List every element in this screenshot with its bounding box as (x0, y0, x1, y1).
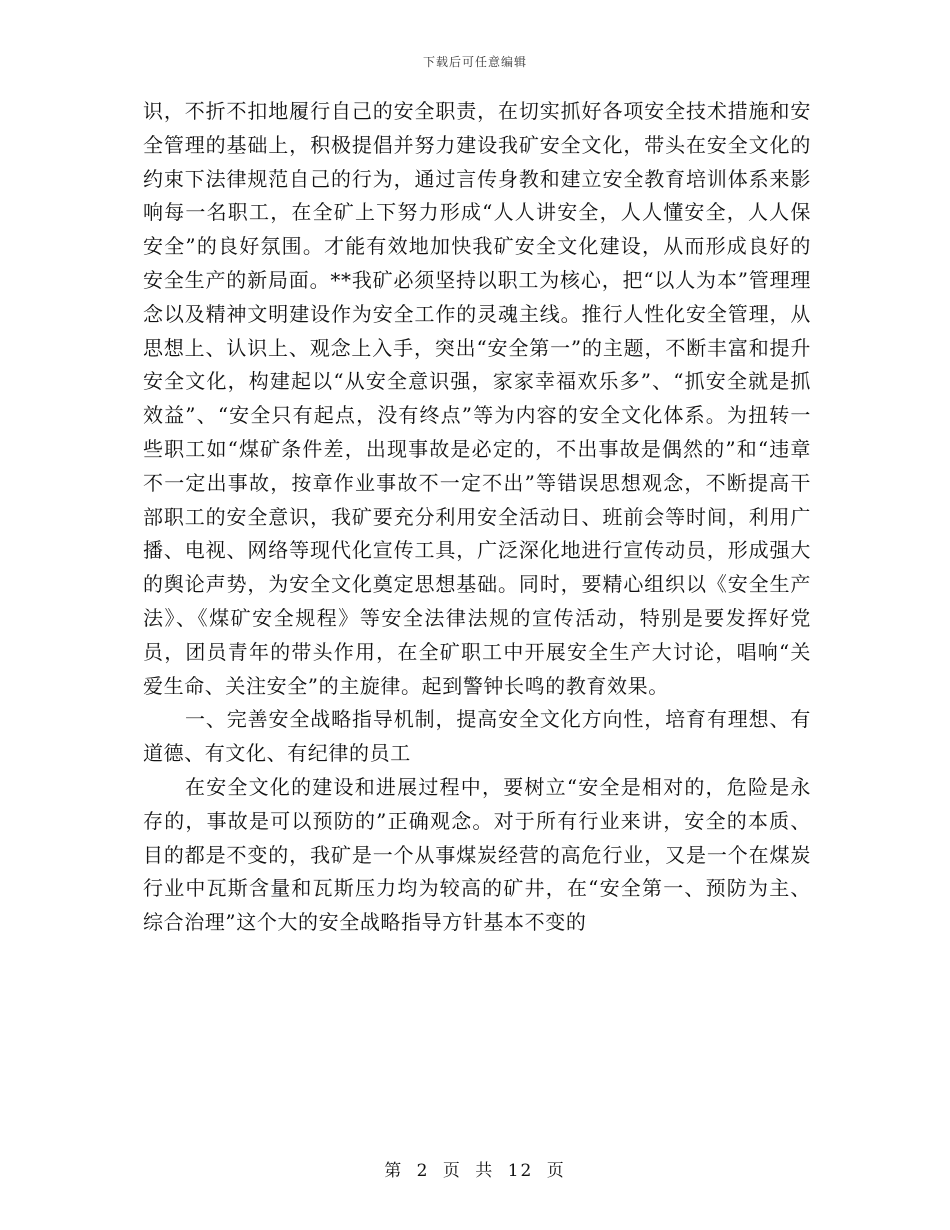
page-number: 第 2 页 共 12 页 (384, 1161, 566, 1181)
paragraph: 在安全文化的建设和进展过程中，要树立“安全是相对的，危险是永存的，事故是可以预防的”正确观念。对于所有行业来讲，安全的本质、目的都是不变的，我矿是一个从事煤炭经营的高危行业，又是一个在煤炭行业中瓦斯含量和瓦斯压力均为较高的矿井，在“安全第一、预防为主、综合治理”这个大的安全战略指导方针基本不变的 (143, 774, 811, 935)
paragraph-continuation: 识，不折不扣地履行自己的安全职责，在切实抓好各项安全技术措施和安全管理的基础上，积极提倡并努力建设我矿安全文化，带头在安全文化的约束下法律规范自己的行为，通过言传身教和建立安全教育培训体系来影响每一名职工，在全矿上下努力形成“人人讲安全，人人懂安全，人人保安全”的良好氛围。才能有效地加快我矿安全文化建设，从而形成良好的安全生产的新局面。**我矿必须坚持以职工为核心，把“以人为本”管理理念以及精神文明建设作为安全工作的灵魂主线。推行人性化安全管理，从思想上、认识上、观念上入手，突出“安全第一”的主题，不断丰富和提升安全文化，构建起以“从安全意识强，家家幸福欢乐多”、“抓安全就是抓效益”、“安全只有起点，没有终点”等为内容的安全文化体系。为扭转一些职工如“煤矿条件差，出现事故是必定的，不出事故是偶然的”和“违章不一定出事故，按章作业事故不一定不出”等错误思想观念，不断提高干部职工的安全意识，我矿要充分利用安全活动日、班前会等时间，利用广播、电视、网络等现代化宣传工具，广泛深化地进行宣传动员，形成强大的舆论声势，为安全文化奠定思想基础。同时，要精心组织以《安全生产法》、《煤矿安全规程》等安全法律法规的宣传活动，特别是要发挥好党员，团员青年的带头作用，在全矿职工中开展安全生产大讨论，唱响“关爱生命、关注安全”的主旋律。起到警钟长鸣的教育效果。 (143, 99, 811, 698)
document-body (143, 95, 811, 940)
section-heading: 一、完善安全战略指导机制，提高安全文化方向性，培育有理想、有道德、有文化、有纪律的员工 (143, 707, 811, 766)
page-header: 下载后可任意编辑 (422, 55, 527, 69)
